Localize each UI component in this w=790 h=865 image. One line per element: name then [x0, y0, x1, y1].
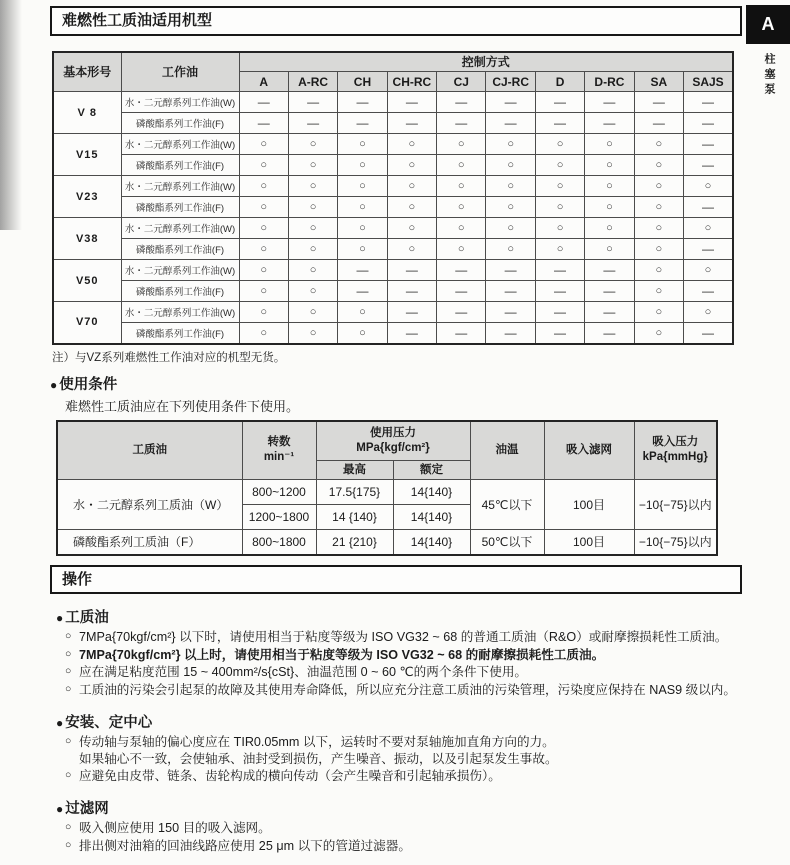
- availability-cell: —: [288, 92, 337, 113]
- suction-unit: kPa{mmHg}: [642, 451, 708, 464]
- column-header-model: 基本形号: [53, 52, 121, 92]
- table-row: [57, 480, 717, 505]
- availability-cell: ○: [437, 155, 486, 176]
- section-tab-letter: A: [761, 14, 775, 34]
- list-item: [65, 682, 742, 699]
- availability-cell: —: [585, 302, 634, 323]
- availability-cell: —: [437, 260, 486, 281]
- availability-cell: —: [684, 239, 733, 260]
- availability-cell: ○: [387, 155, 436, 176]
- oil-type-cell: 水・二元醇系列工作油(W): [121, 302, 239, 323]
- circle-marker-icon: ○: [65, 821, 72, 834]
- section-tab: [746, 5, 790, 44]
- strainer-cell: 100目: [544, 480, 634, 530]
- model-cell: V23: [53, 176, 121, 218]
- oil-type-cell: 磷酸酯系列工作油(F): [121, 155, 239, 176]
- availability-cell: ○: [486, 176, 535, 197]
- availability-cell: ○: [437, 218, 486, 239]
- availability-cell: ○: [239, 323, 288, 344]
- section-heading-label: 工质油: [65, 610, 109, 626]
- section-items: [65, 820, 742, 854]
- availability-cell: ○: [486, 134, 535, 155]
- list-item-text: 7MPa{70kgf/cm²} 以下时，请使用相当于粘度等级为 ISO VG32 ~ 68 的普通工质油（R&O）或耐摩擦损耗性工质油。: [79, 630, 728, 644]
- scan-shadow: [0, 0, 22, 230]
- model-cell: V 8: [53, 92, 121, 134]
- conditions-header-row1: [57, 421, 717, 461]
- table-row: [53, 113, 733, 134]
- control-column-header: CJ: [437, 72, 486, 92]
- table-row: [53, 323, 733, 344]
- availability-cell: ○: [585, 218, 634, 239]
- models-table-body: [53, 92, 733, 344]
- list-item-text: 排出侧对油箱的回油线路应使用 25 μm 以下的管道过滤器。: [79, 838, 411, 853]
- list-item: [65, 629, 742, 646]
- availability-cell: —: [338, 113, 387, 134]
- speed-cell: 800~1200: [242, 480, 316, 505]
- availability-cell: —: [585, 323, 634, 344]
- availability-cell: —: [486, 323, 535, 344]
- availability-cell: ○: [239, 239, 288, 260]
- availability-cell: ○: [338, 155, 387, 176]
- availability-cell: —: [535, 323, 584, 344]
- column-header-pressure: [316, 421, 470, 461]
- availability-cell: ○: [239, 197, 288, 218]
- speed-cell: 800~1800: [242, 530, 316, 555]
- availability-cell: ○: [239, 281, 288, 302]
- availability-cell: —: [585, 113, 634, 134]
- availability-cell: ○: [338, 134, 387, 155]
- conditions-intro: 难燃性工质油应在下列使用条件下使用。: [65, 398, 300, 414]
- availability-cell: —: [338, 260, 387, 281]
- section-items: [65, 734, 742, 785]
- list-item-body: [79, 734, 742, 767]
- models-table: [52, 51, 734, 345]
- availability-cell: —: [535, 92, 584, 113]
- list-item-body: [79, 664, 742, 681]
- availability-cell: ○: [338, 302, 387, 323]
- conditions-heading-label: 使用条件: [59, 376, 118, 393]
- section-heading-label: 过滤网: [65, 801, 109, 818]
- availability-cell: —: [486, 113, 535, 134]
- availability-cell: ○: [684, 302, 733, 323]
- section-heading: [56, 711, 742, 732]
- availability-cell: —: [387, 260, 436, 281]
- oil-type-cell: 水・二元醇系列工作油(W): [121, 92, 239, 113]
- availability-cell: ○: [437, 134, 486, 155]
- speed-cell: 1200~1800: [242, 505, 316, 530]
- control-column-header: A: [239, 72, 288, 92]
- availability-cell: —: [437, 113, 486, 134]
- availability-cell: —: [684, 323, 733, 344]
- availability-cell: —: [338, 92, 387, 113]
- availability-cell: —: [535, 260, 584, 281]
- availability-cell: ○: [486, 197, 535, 218]
- bullet-icon: ●: [56, 715, 64, 730]
- bullet-icon: ●: [56, 611, 64, 625]
- list-item: [65, 838, 742, 855]
- availability-cell: ○: [239, 218, 288, 239]
- table-row: [53, 302, 733, 323]
- control-column-header: D: [535, 72, 584, 92]
- list-item-body: [79, 682, 742, 699]
- table-row: [57, 530, 717, 555]
- availability-cell: —: [535, 302, 584, 323]
- pressure-label: 使用压力: [370, 426, 416, 439]
- bullet-icon: ●: [56, 802, 64, 817]
- availability-cell: —: [684, 197, 733, 218]
- fluid-label-cell: 水・二元醇系列工质油（W）: [57, 480, 242, 530]
- oil-type-cell: 水・二元醇系列工作油(W): [121, 260, 239, 281]
- availability-cell: —: [684, 281, 733, 302]
- availability-cell: ○: [486, 218, 535, 239]
- models-table-header-row1: [53, 52, 733, 72]
- oil-type-cell: 磷酸酯系列工作油(F): [121, 239, 239, 260]
- availability-cell: ○: [437, 197, 486, 218]
- pressure-max-cell: 14 {140}: [316, 505, 393, 530]
- bullet-icon: ●: [50, 377, 58, 392]
- availability-cell: ○: [387, 239, 436, 260]
- availability-cell: ○: [338, 176, 387, 197]
- section-items: [65, 629, 742, 699]
- availability-cell: ○: [288, 218, 337, 239]
- list-item: [65, 734, 742, 767]
- availability-cell: ○: [288, 302, 337, 323]
- suction-cell: −10{−75}以内: [634, 530, 717, 555]
- list-item-body: [79, 820, 742, 837]
- list-item-text: 7MPa{70kgf/cm²} 以上时，请使用相当于粘度等级为 ISO VG32 ~ 68 的耐摩擦损耗性工质油。: [79, 647, 605, 662]
- conditions-heading: [50, 373, 742, 394]
- availability-cell: —: [387, 323, 436, 344]
- suction-cell: −10{−75}以内: [634, 480, 717, 530]
- pressure-rated-cell: 14{140}: [393, 505, 470, 530]
- table-row: [53, 155, 733, 176]
- pressure-unit: MPa{kgf/cm²}: [356, 441, 430, 454]
- table-row: [53, 197, 733, 218]
- availability-cell: —: [535, 113, 584, 134]
- list-item-text: 应避免由皮带、链条、齿轮构成的横向传动（会产生噪音和引起轴承损伤）。: [79, 769, 501, 784]
- list-item-text: 应在满足粘度范围 15 ~ 400mm²/s{cSt}、油温范围 0 ~ 60 ℃的两个条件下使用。: [79, 665, 528, 680]
- control-column-header: D-RC: [585, 72, 634, 92]
- availability-cell: ○: [387, 218, 436, 239]
- availability-cell: ○: [634, 134, 683, 155]
- circle-marker-icon: ○: [65, 647, 72, 660]
- availability-cell: ○: [288, 323, 337, 344]
- availability-cell: ○: [486, 155, 535, 176]
- availability-cell: ○: [288, 281, 337, 302]
- model-cell: V70: [53, 302, 121, 344]
- column-header-temp: 油温: [470, 421, 544, 480]
- column-header-fluid: 工质油: [57, 421, 242, 480]
- oil-type-cell: 磷酸酯系列工作油(F): [121, 323, 239, 344]
- availability-cell: ○: [288, 239, 337, 260]
- suction-label: 吸入压力: [652, 436, 699, 449]
- section-tab-label: 柱塞泵: [763, 53, 775, 98]
- table-row: [53, 176, 733, 197]
- model-cell: V15: [53, 134, 121, 176]
- circle-marker-icon: ○: [65, 683, 72, 696]
- availability-cell: ○: [535, 239, 584, 260]
- availability-cell: —: [684, 113, 733, 134]
- control-column-header: A-RC: [288, 72, 337, 92]
- list-item: [65, 664, 742, 681]
- oil-type-cell: 磷酸酯系列工作油(F): [121, 113, 239, 134]
- availability-cell: ○: [634, 197, 683, 218]
- column-header-suction: [634, 421, 717, 480]
- availability-cell: ○: [437, 176, 486, 197]
- availability-cell: ○: [684, 176, 733, 197]
- conditions-table: [56, 420, 718, 556]
- availability-cell: ○: [535, 176, 584, 197]
- section-heading: [56, 606, 742, 627]
- list-item-text: 传动轴与泵轴的偏心度应在 TIR0.05mm 以下，运转时不要对泵轴施加直角方向的力。: [79, 734, 555, 749]
- operation-section: [56, 797, 742, 854]
- table-note: 注）与VZ系列难燃性工作油对应的机型无货。: [52, 351, 286, 364]
- column-header-control: 控制方式: [239, 52, 733, 72]
- availability-cell: ○: [387, 197, 436, 218]
- oil-type-cell: 水・二元醇系列工作油(W): [121, 134, 239, 155]
- availability-cell: ○: [288, 134, 337, 155]
- availability-cell: ○: [684, 218, 733, 239]
- table-row: [53, 239, 733, 260]
- control-column-header: CH: [338, 72, 387, 92]
- speed-label: 转数: [267, 436, 291, 449]
- availability-cell: ○: [239, 176, 288, 197]
- circle-marker-icon: ○: [65, 769, 72, 782]
- circle-marker-icon: ○: [65, 630, 72, 642]
- availability-cell: ○: [634, 260, 683, 281]
- control-column-header: CH-RC: [387, 72, 436, 92]
- availability-cell: ○: [535, 134, 584, 155]
- availability-cell: ○: [437, 239, 486, 260]
- fluid-label-cell: 磷酸酯系列工质油（F）: [57, 530, 242, 555]
- operation-section: [56, 711, 742, 785]
- pressure-rated-cell: 14{140}: [393, 480, 470, 505]
- availability-cell: ○: [634, 281, 683, 302]
- pressure-max-cell: 21 {210}: [316, 530, 393, 555]
- availability-cell: —: [684, 134, 733, 155]
- availability-cell: —: [239, 92, 288, 113]
- operation-sections: [56, 606, 742, 855]
- column-header-strainer: 吸入滤网: [544, 421, 634, 480]
- circle-marker-icon: ○: [65, 838, 72, 851]
- availability-cell: ○: [535, 197, 584, 218]
- availability-cell: ○: [585, 134, 634, 155]
- availability-cell: —: [288, 113, 337, 134]
- list-item: [65, 768, 742, 785]
- section-heading: [56, 797, 742, 818]
- circle-marker-icon: ○: [65, 734, 72, 747]
- availability-cell: —: [585, 92, 634, 113]
- availability-cell: —: [535, 281, 584, 302]
- availability-cell: ○: [288, 197, 337, 218]
- list-item-continuation: 如果轴心不一致，会使轴承、油封受到损伤，产生噪音、振动，以及引起泵发生事故。: [79, 751, 558, 766]
- oil-type-cell: 水・二元醇系列工作油(W): [121, 176, 239, 197]
- availability-cell: ○: [338, 239, 387, 260]
- availability-cell: ○: [387, 134, 436, 155]
- list-item-body: [79, 838, 742, 855]
- availability-cell: ○: [585, 197, 634, 218]
- availability-cell: ○: [535, 218, 584, 239]
- availability-cell: —: [634, 113, 683, 134]
- control-column-header: CJ-RC: [486, 72, 535, 92]
- availability-cell: —: [634, 92, 683, 113]
- strainer-cell: 100目: [544, 530, 634, 555]
- table-row: [53, 134, 733, 155]
- availability-cell: —: [437, 281, 486, 302]
- oil-type-cell: 磷酸酯系列工作油(F): [121, 281, 239, 302]
- table-row: [53, 92, 733, 113]
- availability-cell: —: [338, 281, 387, 302]
- page-title: 难燃性工质油适用机型: [50, 6, 742, 36]
- availability-cell: ○: [288, 260, 337, 281]
- availability-cell: ○: [684, 260, 733, 281]
- availability-cell: ○: [585, 155, 634, 176]
- availability-cell: —: [387, 302, 436, 323]
- list-item-text: 工质油的污染会引起泵的故障及其使用寿命降低，所以应充分注意工质油的污染管理，污染度应保持在 NAS9 级以内。: [79, 683, 736, 698]
- list-item-text: 吸入侧应使用 150 目的吸入滤网。: [79, 821, 271, 836]
- availability-cell: —: [437, 323, 486, 344]
- list-item: [65, 820, 742, 837]
- column-header-oil: 工作油: [121, 52, 239, 92]
- model-cell: V50: [53, 260, 121, 302]
- list-item-body: [79, 647, 742, 664]
- availability-cell: —: [585, 281, 634, 302]
- availability-cell: —: [684, 92, 733, 113]
- availability-cell: —: [387, 92, 436, 113]
- availability-cell: ○: [634, 302, 683, 323]
- column-header-pressure-rated: 额定: [393, 461, 470, 480]
- availability-cell: ○: [288, 155, 337, 176]
- operation-title: 操作: [50, 565, 742, 595]
- speed-unit: min⁻¹: [263, 451, 295, 464]
- availability-cell: ○: [634, 218, 683, 239]
- availability-cell: ○: [288, 176, 337, 197]
- control-column-header: SAJS: [684, 72, 733, 92]
- availability-cell: —: [387, 113, 436, 134]
- oil-type-cell: 水・二元醇系列工作油(W): [121, 218, 239, 239]
- list-item-body: [79, 768, 742, 785]
- list-item: [65, 647, 742, 664]
- operation-section: [56, 606, 742, 699]
- control-column-header: SA: [634, 72, 683, 92]
- pressure-rated-cell: 14{140}: [393, 530, 470, 555]
- list-item-body: [79, 629, 742, 646]
- availability-cell: ○: [634, 239, 683, 260]
- availability-cell: ○: [239, 302, 288, 323]
- availability-cell: —: [437, 302, 486, 323]
- availability-cell: —: [486, 281, 535, 302]
- availability-cell: —: [585, 260, 634, 281]
- availability-cell: —: [486, 260, 535, 281]
- page-content: [50, 6, 742, 856]
- oil-type-cell: 磷酸酯系列工作油(F): [121, 197, 239, 218]
- availability-cell: ○: [338, 197, 387, 218]
- availability-cell: —: [486, 92, 535, 113]
- model-cell: V38: [53, 218, 121, 260]
- availability-cell: ○: [634, 176, 683, 197]
- availability-cell: ○: [239, 260, 288, 281]
- table-row: [53, 218, 733, 239]
- availability-cell: —: [684, 155, 733, 176]
- column-header-pressure-max: 最高: [316, 461, 393, 480]
- temp-cell: 45℃以下: [470, 480, 544, 530]
- table-row: [53, 281, 733, 302]
- availability-cell: ○: [239, 155, 288, 176]
- availability-cell: —: [387, 281, 436, 302]
- pressure-max-cell: 17.5{175}: [316, 480, 393, 505]
- availability-cell: ○: [585, 239, 634, 260]
- availability-cell: ○: [338, 218, 387, 239]
- availability-cell: ○: [387, 176, 436, 197]
- availability-cell: —: [486, 302, 535, 323]
- availability-cell: ○: [585, 176, 634, 197]
- circle-marker-icon: ○: [65, 665, 72, 678]
- table-row: [53, 260, 733, 281]
- availability-cell: ○: [486, 239, 535, 260]
- availability-cell: ○: [239, 134, 288, 155]
- temp-cell: 50℃以下: [470, 530, 544, 555]
- availability-cell: ○: [535, 155, 584, 176]
- availability-cell: —: [239, 113, 288, 134]
- availability-cell: ○: [634, 323, 683, 344]
- availability-cell: ○: [634, 155, 683, 176]
- column-header-speed: [242, 421, 316, 480]
- availability-cell: —: [437, 92, 486, 113]
- availability-cell: ○: [338, 323, 387, 344]
- section-heading-label: 安装、定中心: [65, 714, 153, 731]
